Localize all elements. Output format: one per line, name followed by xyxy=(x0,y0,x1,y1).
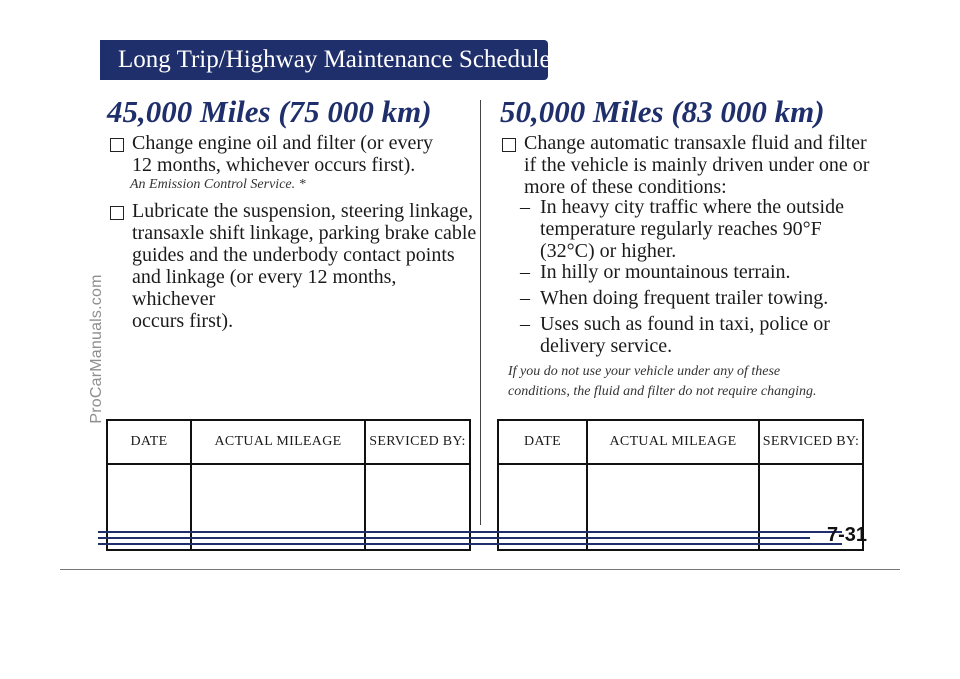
condition-3-line-1: When doing frequent trailer towing. xyxy=(540,287,829,309)
checkbox-icon xyxy=(110,138,124,152)
left-task-1-line-1: Change engine oil and filter (or every xyxy=(132,132,433,154)
conditions-note-line-1: If you do not use your vehicle under any of these xyxy=(508,364,781,379)
dash-bullet: – xyxy=(520,313,530,335)
right-task xyxy=(502,132,872,198)
date-header: DATE xyxy=(107,420,191,464)
left-task-1 xyxy=(110,132,470,176)
date-header: DATE xyxy=(498,420,587,464)
condition-2-line-1: In hilly or mountainous terrain. xyxy=(540,261,791,283)
dash-bullet: – xyxy=(520,287,530,309)
left-task-2-line-2: transaxle shift linkage, parking brake cable xyxy=(132,222,477,244)
footer-rule xyxy=(98,531,842,533)
mileage-header: ACTUAL MILEAGE xyxy=(191,420,365,464)
dash-bullet: – xyxy=(520,196,530,218)
emission-note: An Emission Control Service. * xyxy=(130,177,306,192)
checkbox-icon xyxy=(110,206,124,220)
mileage-header: ACTUAL MILEAGE xyxy=(587,420,759,464)
left-task-2-line-5: occurs first). xyxy=(132,310,234,332)
condition-item xyxy=(520,261,870,283)
right-task-line-2: if the vehicle is mainly driven under one or xyxy=(524,154,870,176)
serviced-by-header: SERVICED BY: xyxy=(759,420,863,464)
serviced-by-header: SERVICED BY: xyxy=(365,420,470,464)
checkbox-icon xyxy=(502,138,516,152)
left-task-2-line-3: guides and the underbody contact points xyxy=(132,244,455,266)
left-task-2-line-1: Lubricate the suspension, steering linkage, xyxy=(132,200,474,222)
left-task-2 xyxy=(110,200,480,332)
condition-1-line-2: temperature regularly reaches 90°F xyxy=(540,218,822,240)
left-heading: 45,000 Miles (75 000 km) xyxy=(107,94,432,129)
right-task-line-1: Change automatic transaxle fluid and filter xyxy=(524,132,867,154)
banner-title: Long Trip/Highway Maintenance Schedule xyxy=(118,46,551,73)
right-task-line-3: more of these conditions: xyxy=(524,176,727,198)
left-task-1-line-2: 12 months, whichever occurs first). xyxy=(132,154,416,176)
condition-4-line-1: Uses such as found in taxi, police or xyxy=(540,313,830,335)
condition-4-line-2: delivery service. xyxy=(540,335,673,357)
conditions-note xyxy=(508,362,878,402)
condition-item xyxy=(520,196,870,262)
section-banner xyxy=(100,40,551,80)
conditions-note-line-2: conditions, the fluid and filter do not require changing. xyxy=(508,384,817,399)
condition-1-line-3: (32°C) or higher. xyxy=(540,240,677,262)
condition-item xyxy=(520,287,870,309)
bottom-rule xyxy=(60,569,900,570)
dash-bullet: – xyxy=(520,261,530,283)
watermark: ProCarManuals.com xyxy=(88,274,105,424)
footer-rule xyxy=(98,543,842,545)
right-heading: 50,000 Miles (83 000 km) xyxy=(500,94,825,129)
footer-rule xyxy=(98,537,810,539)
condition-item xyxy=(520,313,870,357)
column-divider xyxy=(480,100,481,525)
left-task-2-line-4: and linkage (or every 12 months, whichever xyxy=(132,266,397,310)
condition-1-line-1: In heavy city traffic where the outside xyxy=(540,196,844,218)
page-number: 7-31 xyxy=(827,524,868,546)
